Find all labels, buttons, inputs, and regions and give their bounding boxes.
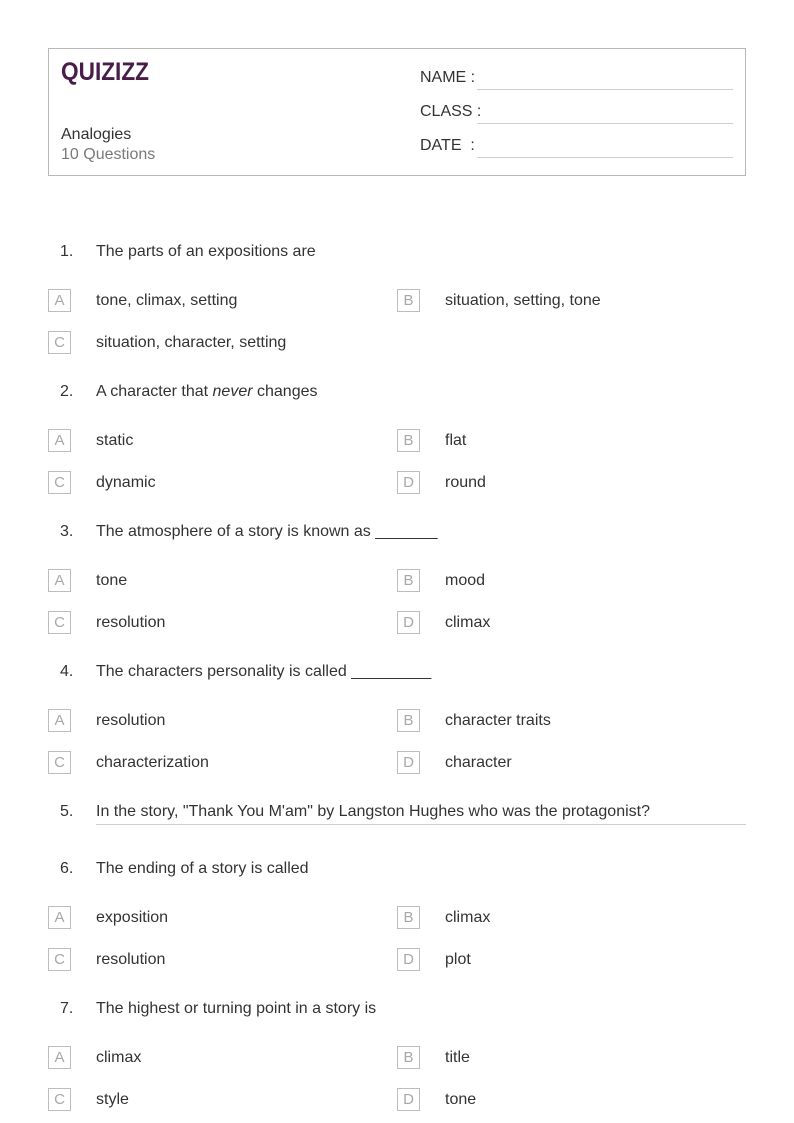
option-letter-box[interactable]: A [48,1046,71,1069]
question-7 [0,997,794,1112]
question-text-part: The highest or turning point in a story is [96,1000,377,1017]
option-letter-box[interactable]: C [48,611,71,634]
option-text: characterization [96,754,209,771]
option-letter-box[interactable]: B [397,709,420,732]
question-text [96,997,376,1021]
question-text-part: The parts of an expositions are [96,243,316,260]
option-text: climax [96,1049,142,1066]
option-text: character [445,754,512,771]
option-text: dynamic [96,474,156,491]
option-letter-box[interactable]: D [397,948,420,971]
question-line [0,240,794,264]
option-letter-box[interactable]: A [48,289,71,312]
option-letter-box[interactable]: C [48,948,71,971]
option-b[interactable] [397,429,746,453]
option-letter-box[interactable]: B [397,289,420,312]
question-text-part: In the story, "Thank You M'am" by Langston Hughes who was the protagonist? [96,803,650,820]
logo-text: QUIZIZZ [61,58,149,86]
question-text [96,857,309,881]
name-field[interactable] [477,89,733,90]
option-c[interactable] [48,611,397,635]
option-letter-box[interactable]: C [48,751,71,774]
question-text [96,240,316,264]
option-text: title [445,1049,470,1066]
option-d[interactable] [397,751,746,775]
option-text: resolution [96,614,166,631]
question-text-emphasis: never [212,383,253,400]
question-text [96,380,317,404]
option-letter-box[interactable]: A [48,429,71,452]
class-label: CLASS : [420,103,482,120]
option-letter-box[interactable]: A [48,569,71,592]
question-list [0,240,794,1123]
option-c[interactable] [48,1088,397,1112]
question-number: 2. [60,383,74,400]
option-text: style [96,1091,129,1108]
question-4 [0,660,794,775]
question-text [96,800,650,824]
option-text: tone, climax, setting [96,292,238,309]
question-text [96,660,431,684]
question-count: 10 Questions [61,146,156,163]
worksheet-header [48,48,746,176]
question-number: 5. [60,803,74,820]
option-letter-box[interactable]: A [48,906,71,929]
question-line [0,520,794,544]
option-d[interactable] [397,611,746,635]
question-5 [0,800,794,824]
option-text: resolution [96,712,166,729]
option-text: resolution [96,951,166,968]
answer-options [48,1046,794,1112]
question-6 [0,857,794,972]
option-letter-box[interactable]: D [397,471,420,494]
answer-options [48,709,794,775]
option-text: plot [445,951,471,968]
option-c[interactable] [48,331,397,355]
option-text: exposition [96,909,169,926]
option-text: round [445,474,486,491]
question-number: 4. [60,663,74,680]
option-a[interactable] [48,289,397,313]
option-a[interactable] [48,906,397,930]
option-d[interactable] [397,471,746,495]
worksheet-title: Analogies [61,126,132,143]
option-b[interactable] [397,709,746,733]
quizizz-logo [61,60,151,86]
option-letter-box[interactable]: C [48,1088,71,1111]
option-text: tone [445,1091,477,1108]
question-line [0,660,794,684]
option-letter-box[interactable]: D [397,1088,420,1111]
option-letter-box[interactable]: B [397,429,420,452]
option-text: tone [96,572,128,589]
option-text: situation, character, setting [96,334,287,351]
option-letter-box[interactable]: B [397,906,420,929]
question-line [0,997,794,1021]
option-d[interactable] [397,1088,746,1112]
option-c[interactable] [48,471,397,495]
question-number: 3. [60,523,74,540]
option-letter-box[interactable]: B [397,569,420,592]
question-2 [0,380,794,495]
question-text-part: The characters personality is called _________ [96,663,432,680]
question-number: 1. [60,243,74,260]
option-letter-box[interactable]: A [48,709,71,732]
option-text: situation, setting, tone [445,292,601,309]
question-text [96,520,438,544]
date-label: DATE : [420,137,475,154]
option-b[interactable] [397,569,746,593]
answer-options [48,429,794,495]
option-text: climax [445,614,491,631]
question-line [0,380,794,404]
question-line [0,857,794,881]
option-a[interactable] [48,569,397,593]
option-a[interactable] [48,429,397,453]
option-letter-box[interactable]: D [397,611,420,634]
option-text: flat [445,432,467,449]
option-a[interactable] [48,709,397,733]
question-line [0,800,794,824]
answer-options [48,906,794,972]
date-field[interactable] [477,157,733,158]
question-text-part: The ending of a story is called [96,860,309,877]
question-text-part: A character that [96,383,213,400]
option-letter-box[interactable]: D [397,751,420,774]
answer-line[interactable] [96,824,746,825]
question-text-part: The atmosphere of a story is known as _______ [96,523,438,540]
question-3 [0,520,794,635]
option-text: character traits [445,712,551,729]
option-text: mood [445,572,486,589]
question-1 [0,240,794,355]
question-text-part: changes [252,383,318,400]
option-letter-box[interactable]: C [48,471,71,494]
class-field[interactable] [477,123,733,124]
answer-options [48,289,794,355]
option-b[interactable] [397,906,746,930]
question-number: 7. [60,1000,74,1017]
option-text: climax [445,909,491,926]
option-letter-box[interactable]: B [397,1046,420,1069]
option-c[interactable] [48,751,397,775]
question-number: 6. [60,860,74,877]
option-c[interactable] [48,948,397,972]
option-text: static [96,432,134,449]
option-a[interactable] [48,1046,397,1070]
name-label: NAME : [420,69,476,86]
option-d[interactable] [397,948,746,972]
answer-options [48,569,794,635]
option-letter-box[interactable]: C [48,331,71,354]
option-b[interactable] [397,1046,746,1070]
option-b[interactable] [397,289,746,313]
